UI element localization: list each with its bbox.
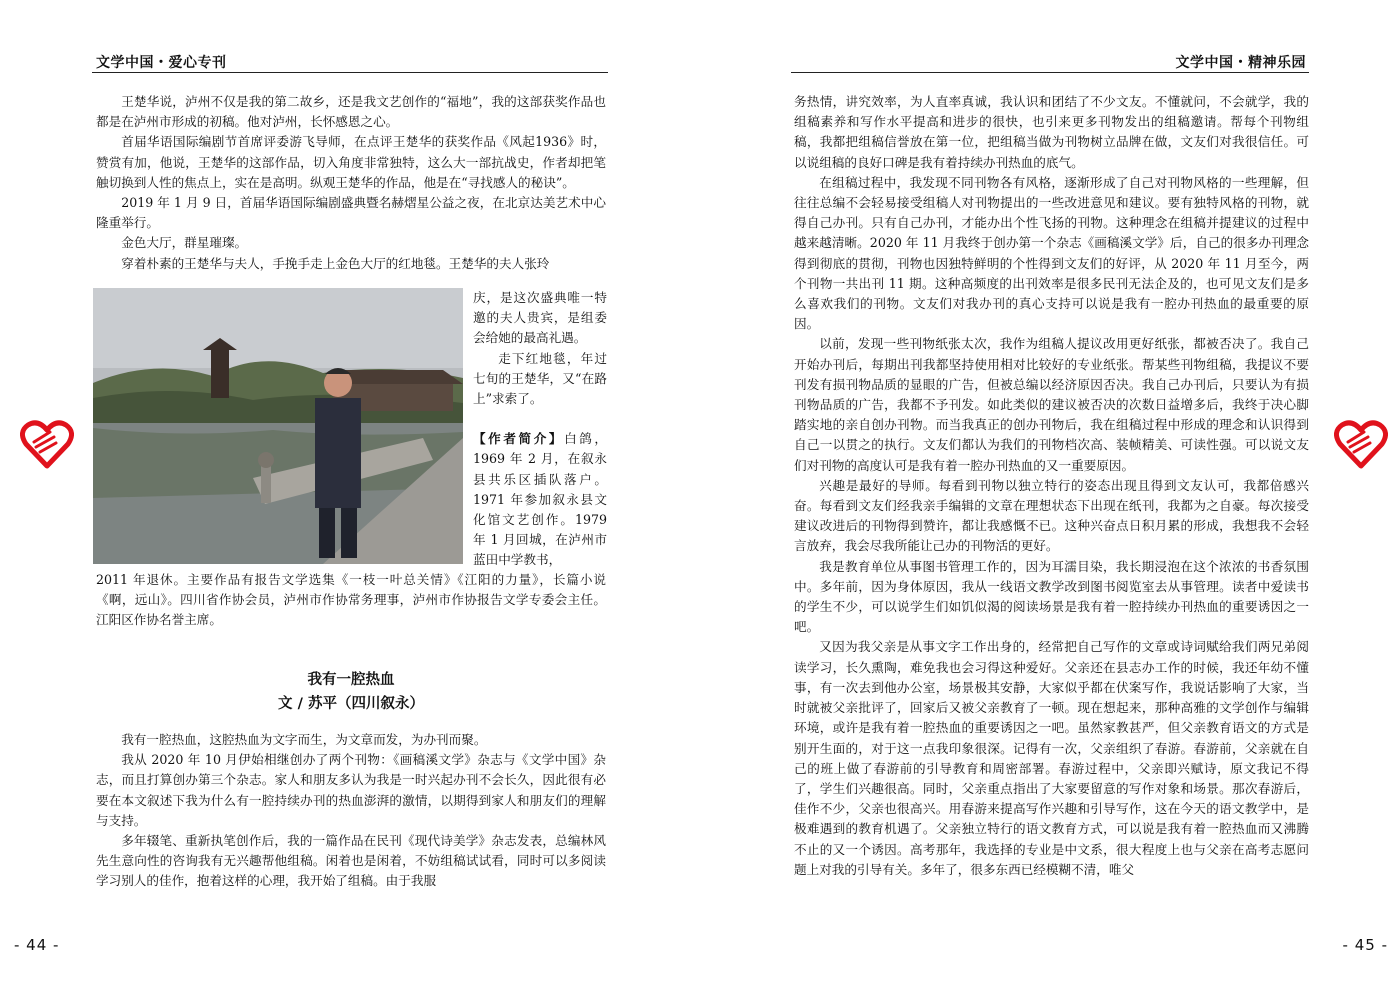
paragraph: 走下红地毯，年过七旬的王楚华，又“在路上”求索了。 — [473, 350, 607, 407]
heart-hand-logo-icon — [20, 418, 74, 472]
paragraph: 我有一腔热血，这腔热血为文字而生，为文章而发，为办刊而聚。 — [121, 732, 487, 747]
paragraph: 王楚华说，泸州不仅是我的第二故乡，还是我文艺创作的“福地”，我的这部获奖作品也都是在泸州市形成的初稿。他对泸州，长怀感恩之心。 — [96, 94, 606, 130]
paragraph: 我是教育单位从事图书管理工作的，因为耳濡目染，我长期浸泡在这个浓浓的书香氛围中。多年前，因为身体原因，我从一线语文教学改到图书阅览室去从事管理。读者中爱读书的学生不少，可以说学生们如饥似渴的阅读场景是我有着一腔持续办刊热血的重要诱因之一吧。 — [794, 558, 1309, 635]
page-number: - 44 - — [14, 936, 60, 954]
author-bio-continued — [96, 570, 606, 631]
article-body — [96, 730, 606, 892]
right-page — [699, 0, 1398, 982]
photo-illustration — [93, 288, 463, 564]
article-title: 我有一腔热血 — [307, 672, 395, 688]
right-main-text — [794, 92, 1309, 880]
photo-side-text — [473, 288, 607, 571]
right-page-header: 文学中国・精神乐园 — [1175, 55, 1306, 71]
left-top-text — [96, 92, 606, 274]
author-bio-side — [473, 429, 607, 570]
paragraph: 首届华语国际编剧节首席评委游飞导师，在点评王楚华的获奖作品《风起1936》时，赞赏有加，他说，王楚华的这部作品，切入角度非常独特，这么大一部抗战史，作者却把笔触切换到人性的焦点上，实在是高明。纵观王楚华的作品，他是在“寻找感人的秘诀”。 — [96, 134, 606, 190]
paragraph: 多年辍笔、重新执笔创作后，我的一篇作品在民刊《现代诗美学》杂志发表，总编林风先生意向性的咨询我有无兴趣帮他组稿。闲着也是闲着，不妨组稿试试看，同时可以多阅读学习别人的佳作，抱着这样的心理，我开始了组稿。由于我服 — [96, 833, 606, 889]
left-page-header: 文学中国・爱心专刊 — [96, 55, 227, 71]
bio-label: 【作者简介】 — [473, 431, 565, 447]
paragraph: 庆，是这次盛典唯一特邀的夫人贵宾，是组委会给她的最高礼遇。 — [473, 290, 607, 346]
article-author: 文 / 苏平（四川叙永） — [278, 696, 424, 712]
paragraph: 金色大厅，群星璀璨。 — [121, 235, 248, 251]
page-number: - 45 - — [1342, 936, 1388, 954]
paragraph: 2019 年 1 月 9 日，首届华语国际编剧盛典暨名赫熠星公益之夜，在北京达美艺术中心隆重举行。 — [96, 195, 606, 231]
paragraph: 又因为我父亲是从事文字工作出身的，经常把自己写作的文章或诗词赋给我们两兄弟阅读学习，长久熏陶，难免我也会习得这种爱好。父亲还在县志办工作的时候，我还年幼不懂事，有一次去到他办公室，场景极其安静，大家似乎都在伏案写作，我说话影响了大家，当时就被父亲批评了，回家后又被父亲教育了一顿。现在想起来，那种高雅的文学创作与编辑环境，或许是我有着一腔热血的重要诱因之一吧。虽然家教甚严，但父亲教育语文的方式是别开生面的，对于这一点我印象很深。记得有一次，父亲组织了春游。春游前，父亲就在自己的班上做了春游前的引导教育和周密部署。春游过程中，父亲即兴赋诗，原文我记不得了，学生们兴趣很高。同时，父亲重点指出了大家要留意的写作对象和场景。那次春游后，佳作不少，父亲也很高兴。用春游来提高写作兴趣和引导写作，这在今天的语文教学中，是极难遇到的教育机遇了。父亲独立特行的语文教育方式，可以说是我有着一腔热血而又沸腾不止的又一个诱因。高考那年，我选择的专业是中文系，很大程度上也与父亲在高考志愿问题上对我的引导有关。多年了，很多东西已经模糊不清，唯父 — [794, 639, 1309, 877]
paragraph: 我从 2020 年 10 月伊始相继创办了两个刊物：《画稿溪文学》杂志与《文学中国》杂志，而且打算创办第三个杂志。家人和朋友多认为我是一时兴起办刊不会长久，因此很有必要在本文叙述下我为什么有一腔持续办刊的热血澎湃的激情，以期得到家人和朋友们的理解与支持。 — [96, 752, 606, 828]
paragraph: 在组稿过程中，我发现不同刊物各有风格，逐渐形成了自己对刊物风格的一些理解，但往往总编不会轻易接受组稿人对刊物提出的一些改进意见和建议。要有独特风格的刊物，就得自己办刊。只有自己办刊，才能办出个性飞扬的刊物。这种理念在组稿并提建议的过程中越来越清晰。2020 年 11 月我终于创办第一个杂志《画稿溪文学》后，自己的很多办刊理念得到彻底的贯彻，刊物也因独特鲜明的个性得到文友们的好评，从 2020 年 11 月至今，两个刊物一共出刊 11 期。这种高频度的出刊效率是很多民刊无法企及的，也可见文友们是多么喜欢我们的刊物。文友们对我办刊的真心支持可以说是我有一腔办刊热血的最重要的原因。 — [794, 174, 1309, 332]
right-header-rule — [791, 72, 1309, 73]
left-header-rule — [92, 72, 608, 73]
bio-text: 白鸽，1969 年 2 月，在叙永县共乐区插队落户。1971 年参加叙永县文化馆文艺创作。1979 年 1 月回城，在泸州市蓝田中学教书， — [473, 431, 608, 568]
paragraph: 兴趣是最好的导师。每看到刊物以独立特行的姿态出现且得到文友认可，我都倍感兴奋。每看到文友们经我亲手编辑的文章在理想状态下出现在纸刊，我都为之自豪。每次接受建议改进后的刊物得到赞许，都让我感慨不已。这种兴奋点日积月累的形成，我想我不会轻言放弃，我会尽我所能让己办的刊物活的更好。 — [794, 477, 1309, 554]
author-photo — [93, 288, 463, 564]
paragraph: 以前，发现一些刊物纸张太次，我作为组稿人提议改用更好纸张，都被否决了。我自己开始办刊后，每期出刊我都坚持使用相对比较好的专业纸张。帮某些刊物组稿，我提议不要刊发有损刊物品质的显眼的广告，但被总编以经济原因否决。我自己办刊后，只要认为有损刊物品质的广告，我都不予刊发。如此类似的建议被否决的次数日益增多后，我终于决心脚踏实地的亲自创办刊物。而当我真正的创办刊物后，我在组稿过程中形成的理念和认识得到自己一以贯之的执行。文友们都认为我们的刊物档次高、装帧精美、可读性强。可以说文友们对刊物的高度认可是我有着一腔办刊热血的又一重要原因。 — [794, 336, 1309, 473]
paragraph: 务热情，讲究效率，为人直率真诚，我认识和团结了不少文友。不懂就问，不会就学，我的组稿素养和写作水平提高和进步的很快，也引来更多刊物发出的组稿邀请。帮每个刊物组稿，我都把组稿信誉放在第一位，把组稿当做为刊物树立品牌在做，文友们对我很信任。可以说组稿的良好口碑是我有着持续办刊热血的底气。 — [794, 94, 1309, 170]
paragraph: 2011 年退休。主要作品有报告文学选集《一枝一叶总关情》《江阳的力量》，长篇小说《啊，远山》。四川省作协会员，泸州市作协常务理事，泸州市作协报告文学专委会主任。江阳区作协名誉主席。 — [96, 572, 606, 628]
heart-hand-logo-icon — [1334, 418, 1388, 472]
paragraph: 穿着朴素的王楚华与夫人，手挽手走上金色大厅的红地毯。王楚华的夫人张玲 — [121, 255, 550, 271]
